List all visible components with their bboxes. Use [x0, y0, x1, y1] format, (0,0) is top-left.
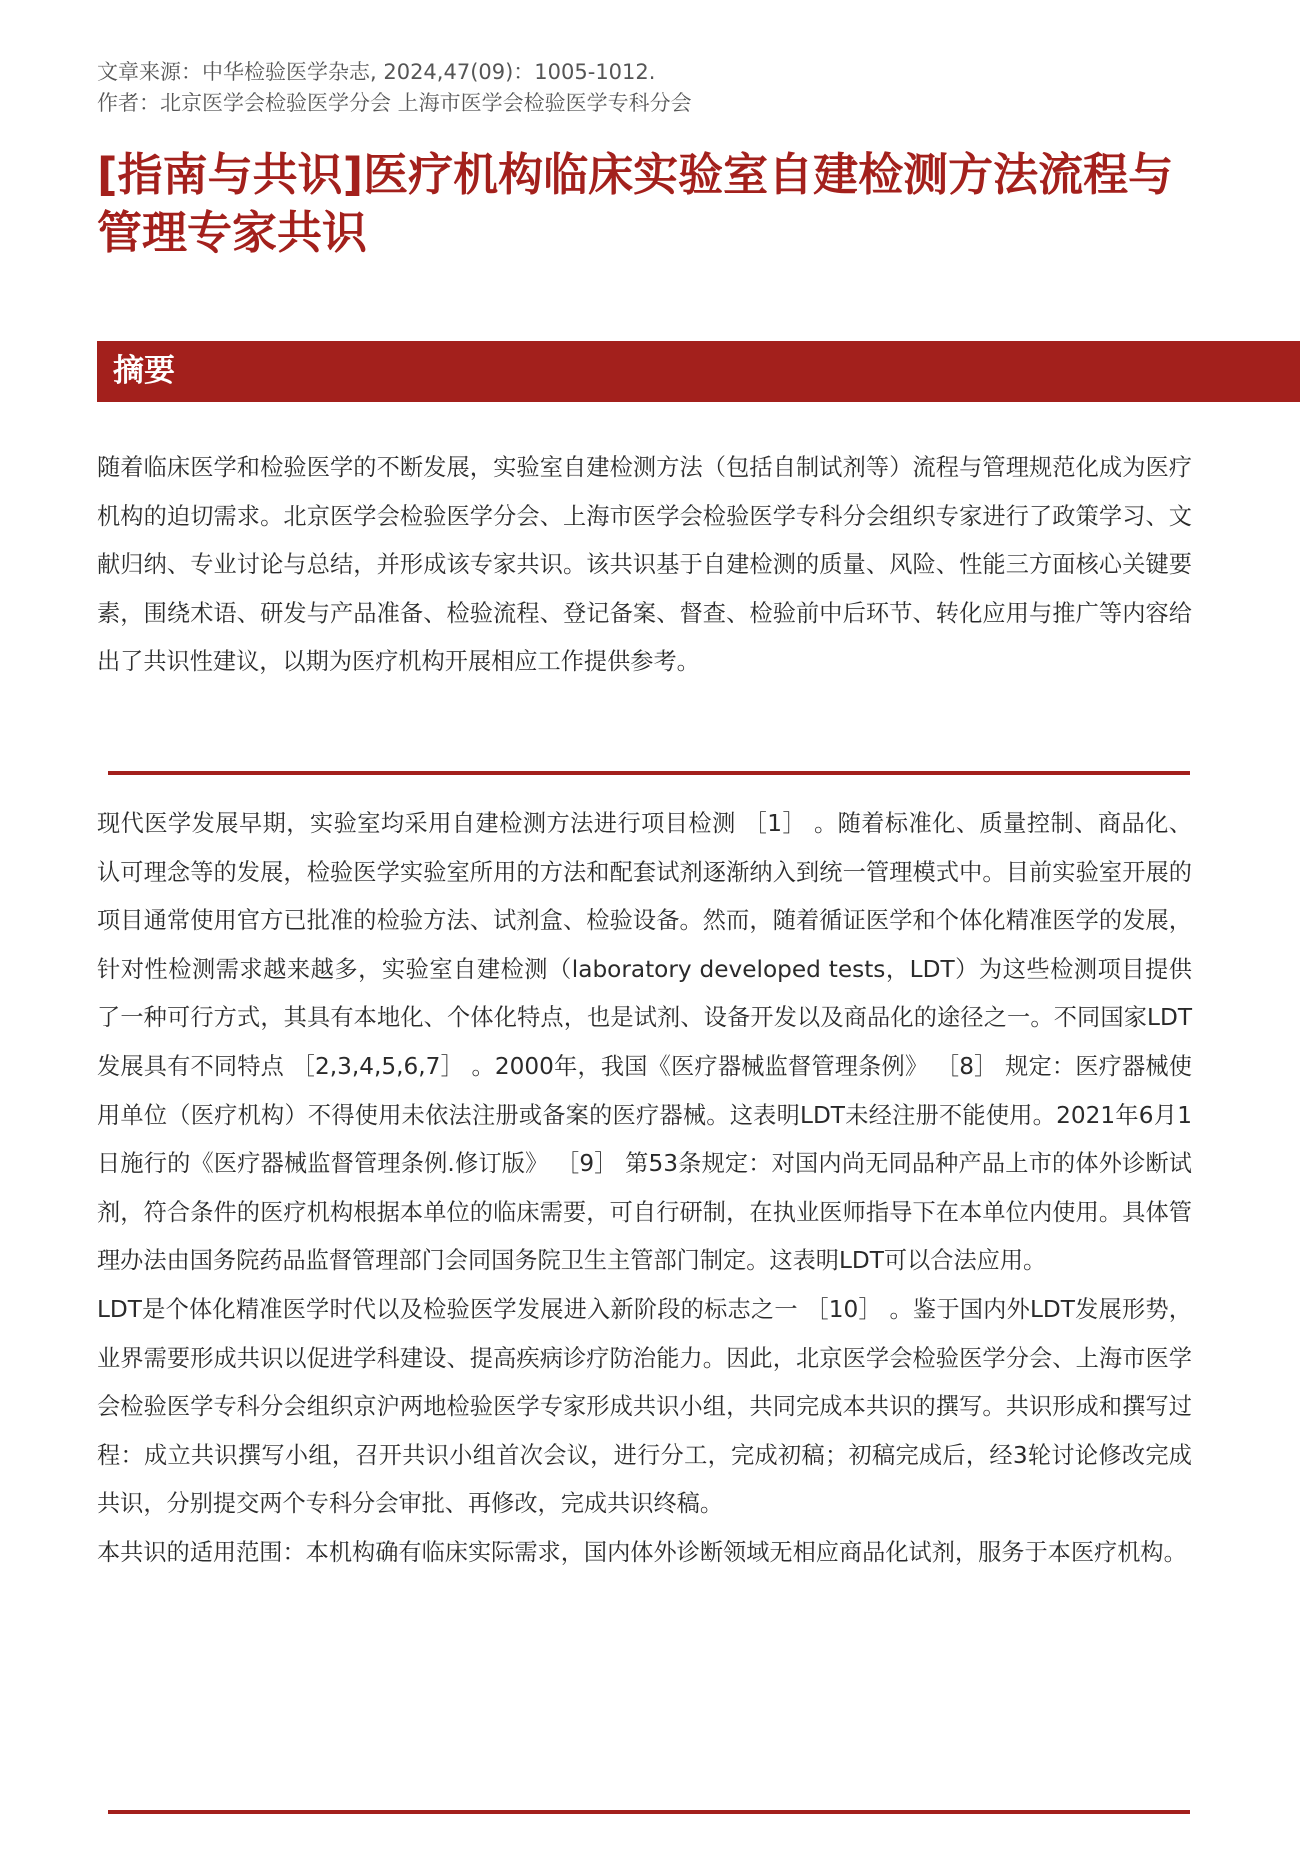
article-body	[97, 800, 1192, 1578]
abstract-header-bar	[97, 341, 1300, 402]
abstract-label: 摘要	[113, 353, 175, 389]
article-title: [指南与共识]医疗机构临床实验室自建检测方法流程与管理专家共识	[97, 148, 1174, 259]
section-divider-bottom	[108, 1810, 1190, 1814]
body-paragraph-1: 现代医学发展早期，实验室均采用自建检测方法进行项目检测 ［1］ 。随着标准化、质量控制、商品化、认可理念等的发展，检验医学实验室所用的方法和配套试剂逐渐纳入到统一管理模式中。目前实验室开展的项目通常使用官方已批准的检验方法、试剂盒、检验设备。然而，随着循证医学和个体化精准医学的发展，针对性检测需求越来越多，实验室自建检测（laboratory developed tests，LDT）为这些检测项目提供了一种可行方式，其具有本地化、个体化特点，也是试剂、设备开发以及商品化的途径之一。不同国家LDT发展具有不同特点 ［2,3,4,5,6,7］ 。2000年，我国《医疗器械监督管理条例》 ［8］ 规定：医疗器械使用单位（医疗机构）不得使用未依法注册或备案的医疗器械。这表明LDT未经注册不能使用。2021年6月1日施行的《医疗器械监督管理条例.修订版》 ［9］ 第53条规定：对国内尚无同品种产品上市的体外诊断试剂，符合条件的医疗机构根据本单位的临床需要，可自行研制，在执业医师指导下在本单位内使用。具体管理办法由国务院药品监督管理部门会同国务院卫生主管部门制定。这表明LDT可以合法应用。	[97, 810, 1192, 1275]
abstract-text: 随着临床医学和检验医学的不断发展，实验室自建检测方法（包括自制试剂等）流程与管理规范化成为医疗机构的迫切需求。北京医学会检验医学分会、上海市医学会检验医学专科分会组织专家进行了政策学习、文献归纳、专业讨论与总结，并形成该专家共识。该共识基于自建检测的质量、风险、性能三方面核心关键要素，围绕术语、研发与产品准备、检验流程、登记备案、督查、检验前中后环节、转化应用与推广等内容给出了共识性建议，以期为医疗机构开展相应工作提供参考。	[97, 454, 1192, 676]
section-divider-top	[108, 771, 1190, 775]
body-paragraph-3: 本共识的适用范围：本机构确有临床实际需求，国内体外诊断领域无相应商品化试剂，服务于本医疗机构。	[97, 1538, 1187, 1566]
body-paragraph-2: LDT是个体化精准医学时代以及检验医学发展进入新阶段的标志之一 ［10］ 。鉴于国内外LDT发展形势，业界需要形成共识以促进学科建设、提高疾病诊疗防治能力。因此，北京医学会检验医学分会、上海市医学会检验医学专科分会组织京沪两地检验医学专家形成共识小组，共同完成本共识的撰写。共识形成和撰写过程：成立共识撰写小组，召开共识小组首次会议，进行分工，完成初稿；初稿完成后，经3轮讨论修改完成共识，分别提交两个专科分会审批、再修改，完成共识终稿。	[97, 1295, 1192, 1518]
article-source: 文章来源：中华检验医学杂志, 2024,47(09)：1005-1012.	[97, 60, 656, 84]
article-authors: 作者：北京医学会检验医学分会 上海市医学会检验医学专科分会	[97, 91, 692, 115]
